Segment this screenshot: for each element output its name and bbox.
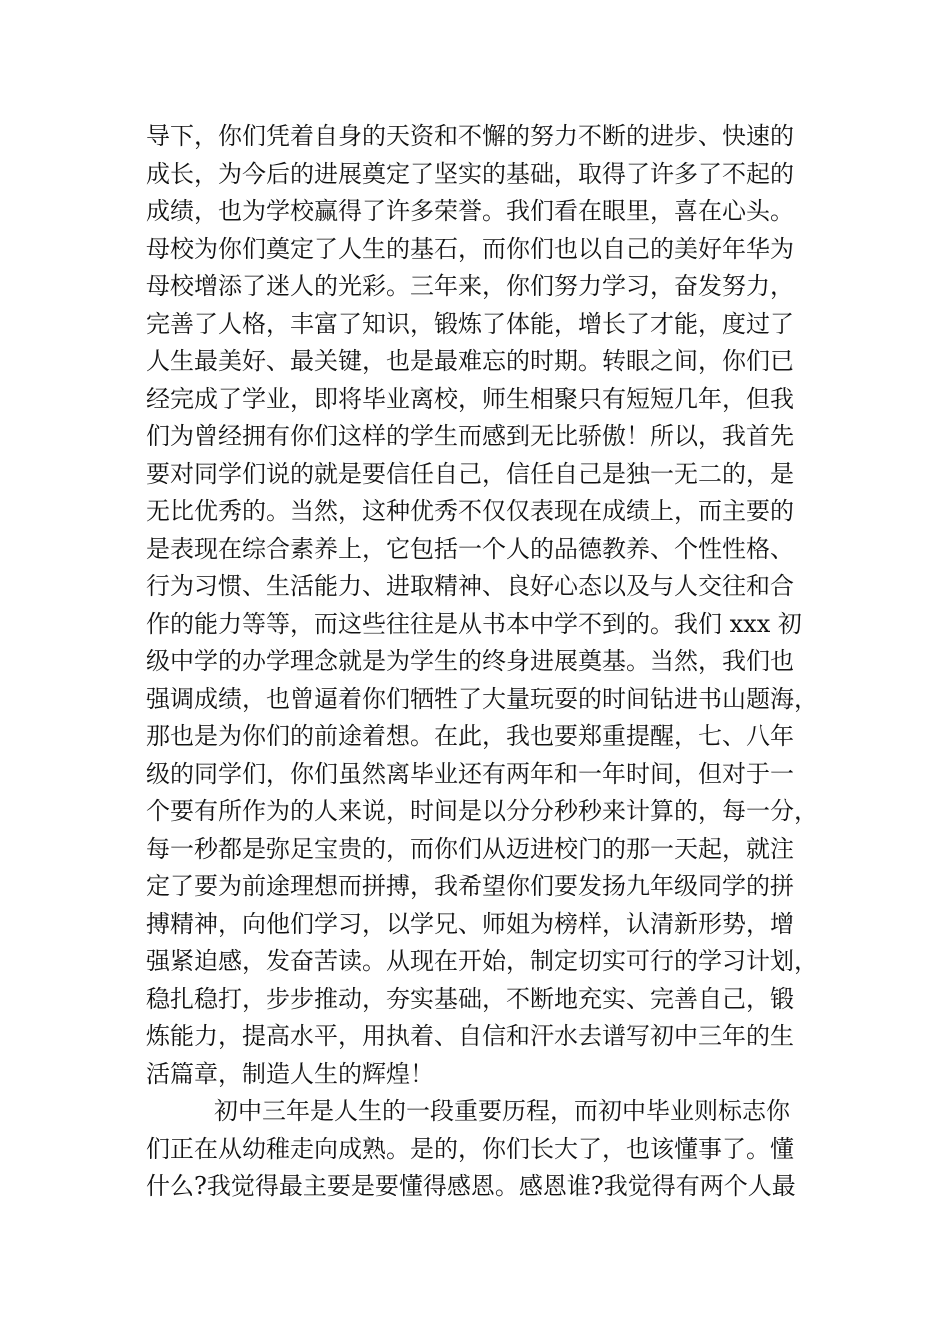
text-line: 活篇章，制造人生的辉煌！ [146,1059,434,1088]
text-line: 强紧迫感，发奋苦读。从现在开始，制定切实可行的学习计划， [146,947,818,975]
text-line: 母校为你们奠定了人生的基石，而你们也以自己的美好年华为 [146,234,794,263]
text-line: 搏精神，向他们学习，以学兄、师姐为榜样，认清新形势，增 [146,909,794,938]
text-line: 导下，你们凭着自身的天资和不懈的努力不断的进步、快速的 [146,122,794,150]
text-line: 强调成绩，也曾逼着你们牺牲了大量玩耍的时间钻进书山题海， [146,684,818,713]
text-line: 无比优秀的。当然，这种优秀不仅仅表现在成绩上，而主要的 [146,497,794,525]
text-line: 那也是为你们的前途着想。在此，我也要郑重提醒，七、八年 [146,722,794,750]
text-line: 人生最美好、最关键，也是最难忘的时期。转眼之间，你们已 [146,347,794,375]
text-line: 定了要为前途理想而拼搏，我希望你们要发扬九年级同学的拼 [146,872,794,900]
text-line: 炼能力，提高水平，用执着、自信和汗水去谱写初中三年的生 [146,1022,794,1050]
text-line: 作的能力等等，而这些往往是从书本中学不到的。我们 xxx 初 [146,609,802,638]
text-line: 是表现在综合素养上，它包括一个人的品德教养、个性性格、 [146,534,794,563]
body-text [146,118,818,1206]
text-line: 稳扎稳打，步步推动，夯实基础，不断地充实、完善自己，锻 [146,984,794,1013]
paragraph-first-line: 初中三年是人生的一段重要历程，而初中毕业则标志你 [214,1097,790,1125]
text-line: 成长，为今后的进展奠定了坚实的基础，取得了许多了不起的 [146,159,794,188]
text-line: 要对同学们说的就是要信任自己，信任自己是独一无二的，是 [146,459,794,488]
text-line: 成绩，也为学校赢得了许多荣誉。我们看在眼里，喜在心头。 [146,197,794,225]
text-line: 行为习惯、生活能力、进取精神、良好心态以及与人交往和合 [146,572,794,600]
text-line: 每一秒都是弥足宝贵的，而你们从迈进校门的那一天起，就注 [146,834,794,863]
text-line: 们为曾经拥有你们这样的学生而感到无比骄傲！所以，我首先 [146,422,794,450]
text-line: 完善了人格，丰富了知识，锻炼了体能，增长了才能，度过了 [146,309,794,338]
text-line: 母校增添了迷人的光彩。三年来，你们努力学习，奋发努力， [146,272,794,300]
text-line: 个要有所作为的人来说，时间是以分分秒秒来计算的，每一分， [146,797,818,825]
text-line: 级中学的办学理念就是为学生的终身进展奠基。当然，我们也 [146,647,794,675]
text-line: 级的同学们，你们虽然离毕业还有两年和一年时间，但对于一 [146,759,794,788]
text-line: 什么?我觉得最主要是要懂得感恩。感恩谁?我觉得有两个人最 [146,1172,796,1200]
text-line: 经完成了学业，即将毕业离校，师生相聚只有短短几年，但我 [146,384,794,413]
text-line: 们正在从幼稚走向成熟。是的，你们长大了，也该懂事了。懂 [146,1134,794,1163]
